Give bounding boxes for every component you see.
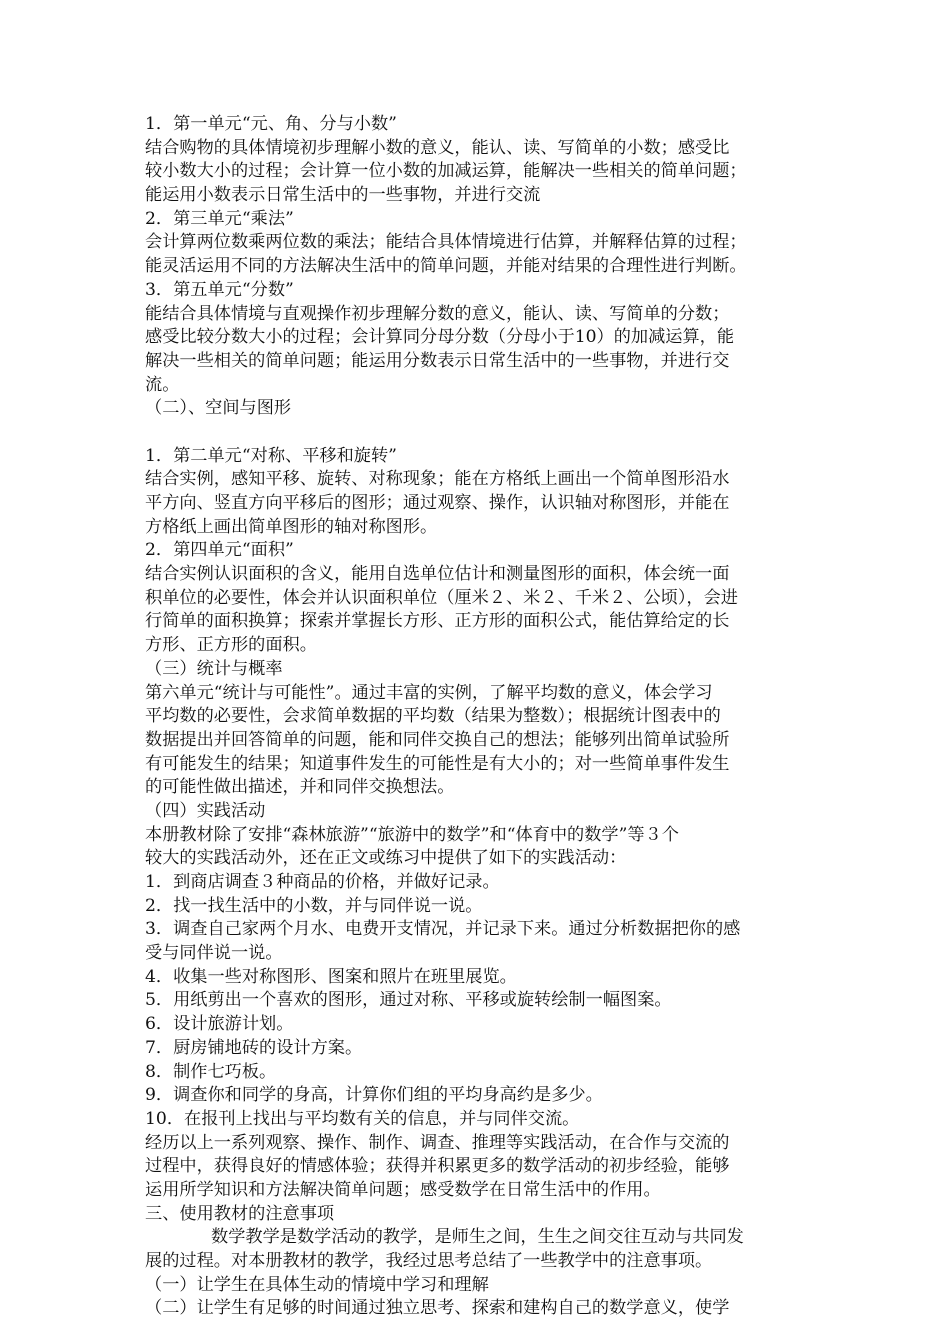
text-line: （二）、空间与图形 (145, 398, 292, 419)
text-line: 9．调查你和同学的身高，计算你们组的平均身高约是多少。 (145, 1085, 603, 1106)
text-line: 1．第二单元“对称、平移和旋转” (145, 445, 397, 466)
text-line: 的可能性做出描述，并和同伴交换想法。 (145, 777, 455, 798)
text-line: 经历以上一系列观察、操作、制作、调查、推理等实践活动，在合作与交流的 (145, 1132, 730, 1153)
text-line: 本册教材除了安排“森林旅游”“旅游中的数学”和“体育中的数学”等３个 (145, 824, 679, 845)
text-line: （三）统计与概率 (145, 658, 283, 679)
text-line: 展的过程。对本册教材的教学，我经过思考总结了一些教学中的注意事项。 (145, 1251, 713, 1271)
blank-line (145, 421, 810, 445)
text-line: 解决一些相关的简单问题；能运用分数表示日常生活中的一些事物，并进行交 (145, 350, 730, 371)
text-line: （一）让学生在具体生动的情境中学习和理解 (145, 1274, 489, 1295)
text-line: 5．用纸剪出一个喜欢的图形，通过对称、平移或旋转绘制一幅图案。 (145, 990, 672, 1011)
text-line: 受与同伴说一说。 (145, 943, 283, 964)
text-line: 运用所学知识和方法解决简单问题；感受数学在日常生活中的作用。 (145, 1179, 661, 1200)
text-line: 积单位的必要性，体会并认识面积单位（厘米２、米２、千米２、公顷），会进 (145, 587, 738, 608)
text-line: 会计算两位数乘两位数的乘法；能结合具体情境进行估算，并解释估算的过程； (145, 232, 747, 253)
text-line: 2．第三单元“乘法” (145, 208, 294, 229)
text-line: 能结合具体情境与直观操作初步理解分数的意义，能认、读、写简单的分数； (145, 303, 730, 324)
text-line: 4．收集一些对称图形、图案和照片在班里展览。 (145, 966, 517, 987)
text-line: 行简单的面积换算；探索并掌握长方形、正方形的面积公式，能估算给定的长 (145, 611, 730, 632)
text-line: 能灵活运用不同的方法解决生活中的简单问题，并能对结果的合理性进行判断。 (145, 256, 747, 277)
text-line: 2．第四单元“面积” (145, 540, 294, 561)
text-line: 8．制作七巧板。 (145, 1061, 277, 1082)
text-line: 1．到商店调查３种商品的价格，并做好记录。 (145, 872, 500, 892)
text-line: 结合购物的具体情境初步理解小数的意义，能认、读、写简单的小数；感受比 (145, 137, 730, 158)
text-line: 第六单元“统计与可能性”。通过丰富的实例，了解平均数的意义，体会学习 (145, 682, 713, 703)
text-line: 2．找一找生活中的小数，并与同伴说一说。 (145, 895, 483, 916)
text-line: 数据提出并回答简单的问题，能和同伴交换自己的想法；能够列出简单试验所 (145, 729, 730, 750)
text-line: 结合实例，感知平移、旋转、对称现象；能在方格纸上画出一个简单图形沿水 (145, 469, 730, 490)
text-line: 过程中，获得良好的情感体验；获得并积累更多的数学活动的初步经验，能够 (145, 1156, 730, 1177)
text-line: 平均数的必要性，会求简单数据的平均数（结果为整数）；根据统计图表中的 (145, 706, 721, 727)
text-line: 1．第一单元“元、角、分与小数” (145, 114, 397, 134)
text-line: 三、使用教材的注意事项 (145, 1203, 335, 1224)
text-line: 能运用小数表示日常生活中的一些事物，并进行交流 (145, 185, 541, 206)
text-line: 有可能发生的结果；知道事件发生的可能性是有大小的；对一些简单事件发生 (145, 753, 730, 774)
text-line: 结合实例认识面积的含义，能用自选单位估计和测量图形的面积，体会统一面 (145, 564, 730, 585)
text-line: 平方向、竖直方向平移后的图形；通过观察、操作，认识轴对称图形，并能在 (145, 493, 730, 513)
text-line: 10．在报刊上找出与平均数有关的信息，并与同伴交流。 (145, 1108, 580, 1129)
text-line: 感受比较分数大小的过程；会计算同分母分数（分母小于10）的加减运算，能 (145, 327, 735, 348)
text-line: 数学教学是数学活动的教学，是师生之间，生生之间交往互动与共同发 (211, 1227, 744, 1248)
text-line: （四）实践活动 (145, 800, 266, 821)
text-line: 7．厨房铺地砖的设计方案。 (145, 1037, 363, 1058)
text-line: 较小数大小的过程；会计算一位小数的加减运算，能解决一些相关的简单问题； (145, 161, 747, 182)
text-line: （二）让学生有足够的时间通过独立思考、探索和建构自己的数学意义，使学 (145, 1298, 730, 1319)
text-line: 6．设计旅游计划。 (145, 1014, 294, 1035)
text-line: 方形、正方形的面积。 (145, 635, 317, 656)
text-line: 3．第五单元“分数” (145, 279, 294, 300)
text-line: 较大的实践活动外，还在正文或练习中提供了如下的实践活动： (145, 848, 627, 869)
document-body (145, 113, 810, 1321)
text-line: 流。 (145, 374, 180, 395)
text-line: 3．调查自己家两个月水、电费开支情况，并记录下来。通过分析数据把你的感 (145, 919, 741, 940)
text-line: 方格纸上画出简单图形的轴对称图形。 (145, 516, 438, 537)
